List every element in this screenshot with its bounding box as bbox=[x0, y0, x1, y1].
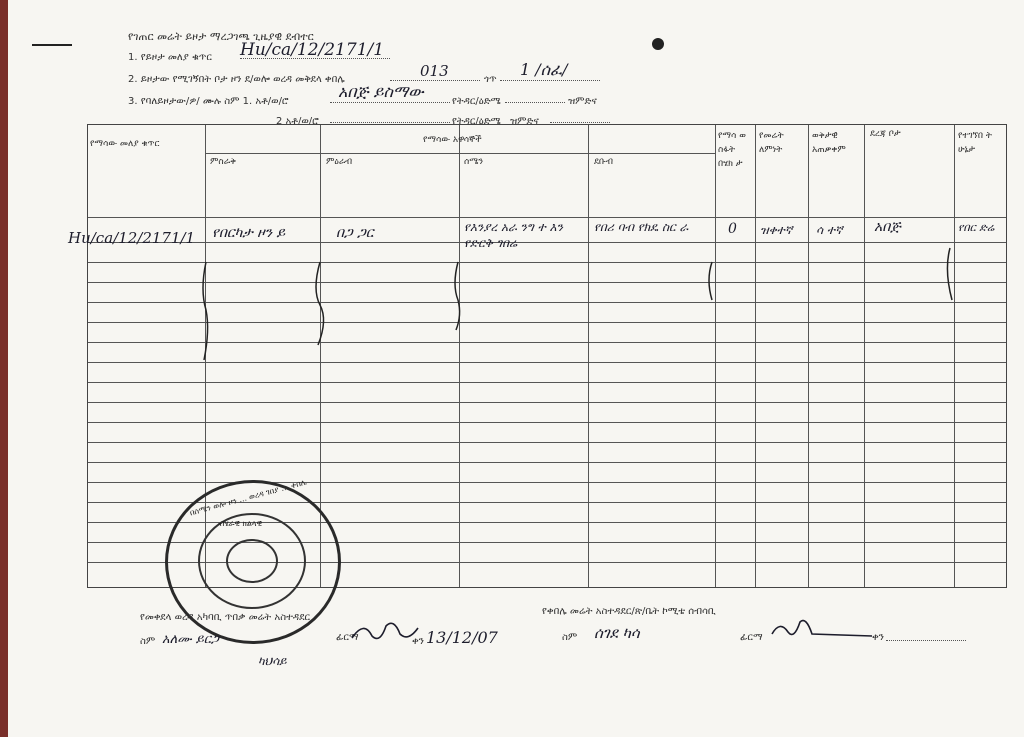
stamp-emblem bbox=[226, 539, 278, 583]
col-header-west: ምዕራብ bbox=[326, 157, 353, 167]
col-header-boundaries: የማሳው አዋሳኞች bbox=[423, 135, 482, 145]
left-name-value: አለሙ ይርጋ bbox=[162, 632, 219, 647]
right-signer-title: የቀበሌ መሬት አስተዳደር/ጽ/ቤት ኮሚቴ ሰብሳቢ bbox=[542, 606, 716, 617]
parcel-id-label: 1. የይዞታ መለያ ቁጥር bbox=[128, 52, 212, 63]
col-header-area: የማሳ ወ ስፋት በሄክ ታ bbox=[718, 131, 746, 169]
holder-age-label: የትዳር/ዕድሜ bbox=[452, 96, 501, 107]
col-header-south: ደቡብ bbox=[594, 157, 613, 167]
left-name-label: ስም bbox=[140, 636, 156, 647]
holder2-label: 2 አቶ/ወ/ሮ bbox=[276, 116, 319, 127]
holder2-age-label: የትዳር/ዕድሜ bbox=[452, 116, 501, 127]
left-sign-label: ፊርማ bbox=[336, 632, 359, 643]
right-signature bbox=[768, 614, 878, 644]
kebele-value: 013 bbox=[420, 62, 449, 80]
col-header-north: ሰሜን bbox=[464, 157, 484, 167]
location-label: 2. ይዞታው የሚገኝበት ቦታ ዞን ደ/ወሎ ወረዳ መቅደላ ቀበሌ bbox=[128, 74, 345, 85]
cell-land-use: ሳ ተኛ bbox=[816, 223, 843, 237]
col-header-east: ምስራቅ bbox=[210, 157, 237, 167]
right-date-label: ቀን bbox=[872, 632, 884, 643]
left-date-value: 13/12/07 bbox=[426, 628, 498, 647]
cell-parcel-id: Hu/ca/12/2171/1 bbox=[68, 229, 196, 247]
parcel-id-value: Hu/ca/12/2171/1 bbox=[240, 40, 385, 60]
holder-name: አበጅ ይስማው bbox=[338, 82, 424, 101]
holder2-relation-label: ዝምድና bbox=[510, 116, 539, 127]
right-name-value: ሰገደ ካሳ bbox=[594, 624, 640, 642]
left-signer-title: የመቀደላ ወረዳ አካባቢ ጥበቃ መሬት አስተዳደር bbox=[140, 612, 311, 623]
stamp-inner-ring bbox=[198, 513, 306, 609]
got-label: ጎጥ bbox=[484, 74, 497, 85]
cell-east: የበርካታ ዞን ይ bbox=[212, 225, 286, 241]
left-date-label: ቀን bbox=[412, 636, 424, 647]
cell-north: የእንያረ አራ ንግ ተ እን የድርቅ ገበሬ bbox=[464, 220, 563, 250]
stamp-outer-text: በሰሜን ወሎ ዞን ... ወረዳ ገበያ ... ቀበሌ bbox=[188, 477, 308, 518]
cell-south: የበሪ ባብ የክዴ ስር ራ bbox=[594, 220, 689, 234]
cell-remark: አበጅ bbox=[874, 219, 901, 235]
col-header-holder: የተገኘበ ት ሁኔታ bbox=[958, 131, 992, 155]
holder-label: 3. የባለይዞታው/ዎ/ ሙሉ ስም 1. አቶ/ወ/ሮ bbox=[128, 96, 289, 107]
holder-relation-label: ዝምድና bbox=[568, 96, 597, 107]
right-name-label: ስም bbox=[562, 632, 578, 643]
col-header-remark: ደረጃ ቦታ bbox=[870, 129, 901, 139]
stamp-inner-text: ብሄራዊ ክልላዊ bbox=[218, 519, 263, 528]
cell-land-type: ዝቀተኛ bbox=[760, 223, 793, 237]
cell-holder: የበር ድሬ bbox=[958, 221, 995, 234]
cell-area: 0 bbox=[728, 221, 737, 237]
col-header-parcel-id: የማሳው መለያ ቁጥር bbox=[90, 139, 160, 149]
right-sign-label: ፊርማ bbox=[740, 632, 763, 643]
got-value: 1 /ሰፈ/ bbox=[520, 60, 568, 79]
col-header-land-type: የመሬት ለምነት bbox=[759, 131, 784, 155]
right-date-line bbox=[886, 640, 966, 641]
cell-west: በጋ ጋር bbox=[336, 225, 374, 241]
left-extra-note: ካህሳይ bbox=[258, 654, 287, 668]
left-signature bbox=[350, 616, 420, 646]
document-title: የገጠር መሬት ይዞታ ማረጋገጫ ጊዜያዊ ደብተር bbox=[128, 30, 314, 43]
col-header-land-use: ወቅታዊ አጠቃቀም bbox=[812, 131, 846, 155]
